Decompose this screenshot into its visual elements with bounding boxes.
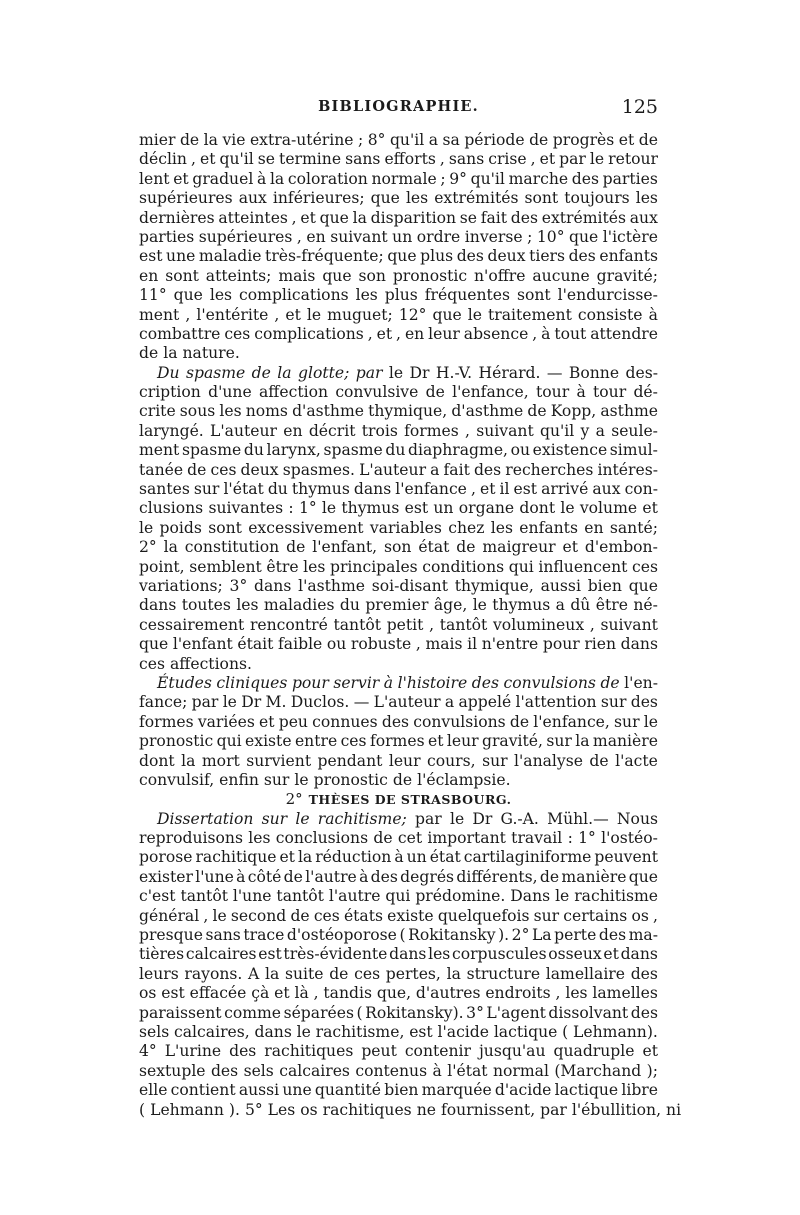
text-line: le poids sont excessivement variables chez les enfants en santé;	[139, 518, 658, 537]
text-line: parties supérieures , en suivant un ordre inverse ; 10° que l'ictère	[139, 227, 658, 246]
text-line: porose rachitique et la réduction à un état cartilaginiforme peuvent	[139, 848, 658, 867]
text-line: tanée de ces deux spasmes. L'auteur a fait des recherches intéres-	[139, 460, 658, 479]
text-line: pronostic qui existe entre ces formes et leur gravité, sur la manière	[139, 732, 658, 751]
text-line: elle contient aussi une quantité bien marquée d'acide lactique libre	[139, 1081, 658, 1100]
text-line: est une maladie très-fréquente; que plus des deux tiers des enfants	[139, 247, 658, 266]
text-line: tières calcaires est très-évidente dans les corpuscules osseux et dans	[139, 945, 658, 964]
text-line: formes variées et peu connues des convulsions de l'enfance, sur le	[139, 712, 658, 731]
text-line: général , le second de ces états existe quelquefois sur certains os ,	[139, 906, 658, 925]
text-line: ( Lehmann ). 5° Les os rachitiques ne fournissent, par l'ébullition, ni	[139, 1100, 682, 1119]
text-line: en sont atteints; mais que son pronostic n'offre aucune gravité;	[139, 266, 658, 285]
page-number: 125	[621, 96, 658, 118]
text-line: sextuple des sels calcaires contenus à l'état normal (Marchand );	[139, 1061, 658, 1080]
text-line: reproduisons les conclusions de cet important travail : 1° l'ostéo-	[139, 829, 658, 848]
text-line: mier de la vie extra-utérine ; 8° qu'il a sa période de progrès et de	[139, 131, 658, 149]
text-line: dont la mort survient pendant leur cours, sur l'analyse de l'acte	[139, 751, 658, 770]
text-line: crite sous les noms d'asthme thymique, d'asthme de Kopp, asthme	[139, 402, 658, 421]
text-line: leurs rayons. A la suite de ces pertes, la structure lamellaire des	[139, 964, 658, 983]
text-line: Dissertation sur le rachitisme; par le Dr G.-A. Mühl.— Nous	[157, 809, 658, 828]
text-line: supérieures aux inférieures; que les extrémités sont toujours les	[139, 189, 658, 208]
text-line: presque sans trace d'ostéoporose ( Rokitansky ). 2° La perte des ma-	[139, 926, 658, 945]
text-line: cessairement rencontré tantôt petit , tantôt volumineux , suivant	[139, 615, 658, 634]
text-line: 11° que les complications les plus fréquentes sont l'endurcisse-	[139, 286, 658, 305]
text-line: exister l'une à côté de l'autre à des degrés différents, de manière que	[139, 867, 658, 886]
text-line: combattre ces complications , et , en leur absence , à tout attendre	[139, 324, 658, 343]
text-line: sels calcaires, dans le rachitisme, est l'acide lactique ( Lehmann).	[139, 1022, 658, 1041]
section-heading: 2° THÈSES DE STRASBOURG.	[285, 790, 512, 809]
text-line: point, semblent être les principales conditions qui influencent ces	[139, 557, 658, 576]
text-line: cription d'une affection convulsive de l'enfance, tour à tour dé-	[139, 383, 658, 402]
text-line: ment spasme du larynx, spasme du diaphragme, ou existence simul-	[139, 441, 658, 460]
text-line: paraissent comme séparées ( Rokitansky). 3° L'agent dissolvant des	[139, 1003, 658, 1022]
text-line: c'est tantôt l'une tantôt l'autre qui prédomine. Dans le rachitisme	[139, 887, 658, 906]
text-line: dernières atteintes , et que la disparition se fait des extrémités aux	[139, 208, 658, 227]
text-line: dans toutes les maladies du premier âge, le thymus a dû être né-	[139, 596, 658, 615]
text-line: lent et graduel à la coloration normale ; 9° qu'il marche des parties	[139, 169, 658, 188]
text-line: 4° L'urine des rachitiques peut contenir jusqu'au quadruple et	[139, 1042, 658, 1061]
text-line: os est effacée çà et là , tandis que, d'autres endroits , les lamelles	[139, 984, 658, 1003]
running-head: BIBLIOGRAPHIE.	[318, 98, 479, 115]
text-line: clusions suivantes : 1° le thymus est un organe dont le volume et	[139, 499, 658, 518]
text-line: Du spasme de la glotte; par le Dr H.-V. Hérard. — Bonne des-	[157, 363, 658, 382]
body-text	[139, 131, 682, 1120]
text-line: variations; 3° dans l'asthme soi-disant thymique, aussi bien que	[139, 576, 658, 595]
text-line: que l'enfant était faible ou robuste , mais il n'entre pour rien dans	[139, 635, 658, 654]
text-line: 2° la constitution de l'enfant, son état de maigreur et d'embon-	[139, 538, 658, 557]
text-line: santes sur l'état du thymus dans l'enfance , et il est arrivé aux con-	[139, 480, 658, 499]
text-line: convulsif, enfin sur le pronostic de l'éclampsie.	[139, 770, 511, 789]
page-header	[139, 96, 658, 120]
text-line: de la nature.	[139, 344, 240, 363]
text-line: ces affections.	[139, 654, 252, 673]
text-line: ment , l'entérite , et le muguet; 12° que le traitement consiste à	[139, 305, 658, 324]
text-line: Études cliniques pour servir à l'histoire des convulsions de l'en-	[157, 673, 658, 692]
text-line: déclin , et qu'il se termine sans efforts , sans crise , et par le retour	[139, 150, 658, 169]
text-line: fance; par le Dr M. Duclos. — L'auteur a appelé l'attention sur des	[139, 693, 658, 712]
text-line: laryngé. L'auteur en décrit trois formes , suivant qu'il y a seule-	[139, 421, 658, 440]
